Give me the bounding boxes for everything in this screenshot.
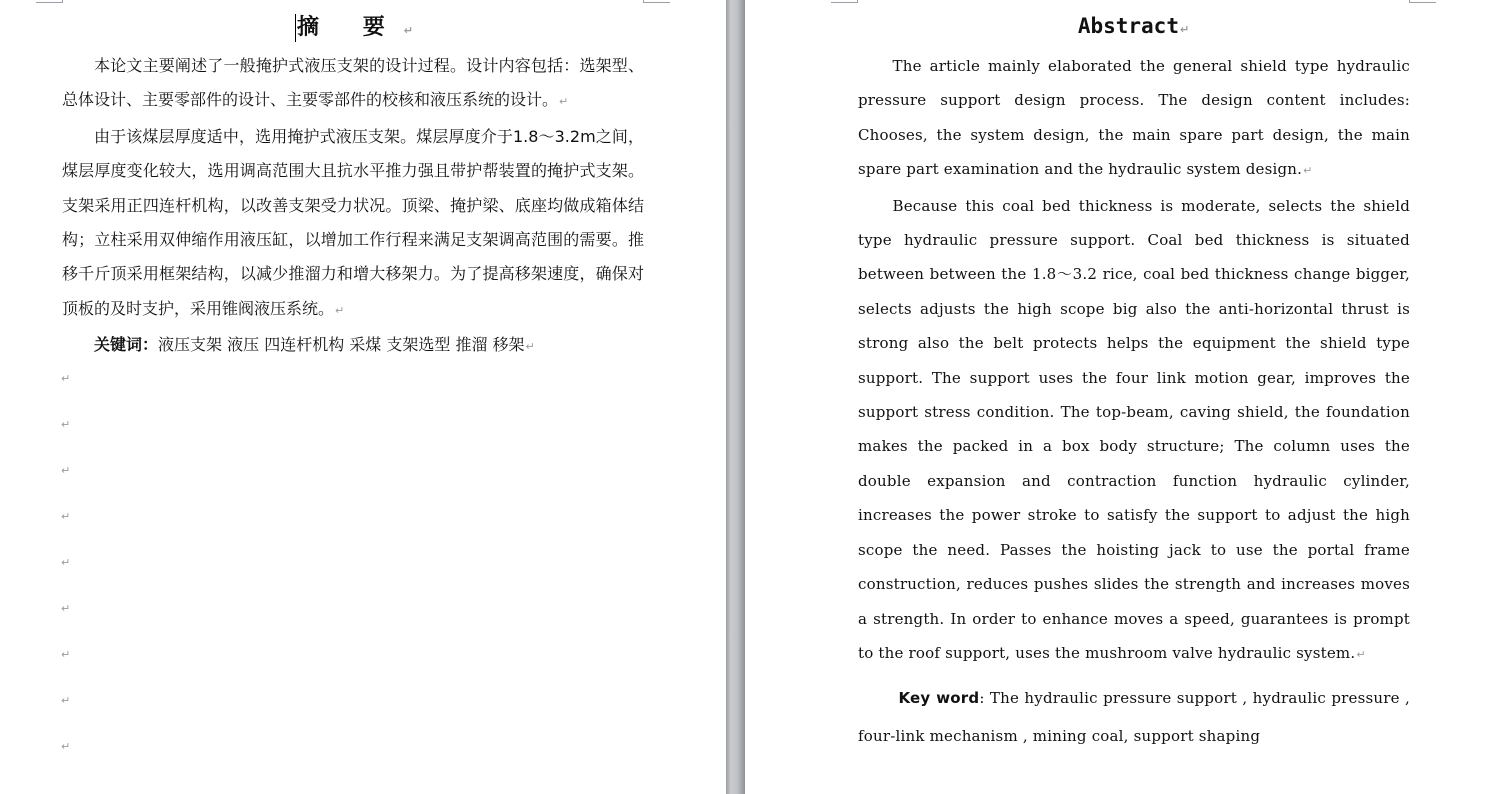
paragraph-mark-icon: ↵ [403,24,431,37]
chinese-abstract-title[interactable] [0,10,726,42]
paragraph-mark-icon: ↵ [1303,164,1313,178]
paragraph-mark-icon: ↵ [335,303,345,317]
text-cursor [295,14,296,42]
paragraph-mark-icon: ↵ [61,740,71,753]
english-abstract-title[interactable] [745,14,1506,38]
right-page-english-abstract [745,0,1506,794]
paragraph-mark-icon: ↵ [61,694,71,707]
paragraph-mark-icon: ↵ [1179,23,1190,36]
english-paragraph[interactable]: The article mainly elaborated the general shield type hydraulic pressure support design process. The design content includes: Chooses, the system design, the main spare part design, the main spare part examination and the hydraulic system design.↵ [858,57,1410,179]
paragraph-mark-icon: ↵ [61,602,71,615]
english-keywords[interactable] [858,679,1410,755]
paragraph-mark-icon: ↵ [61,418,71,431]
english-paragraph[interactable]: Because this coal bed thickness is moderate, selects the shield type hydraulic pressure support. Coal bed thickness is situated between between the 1.8～3.2 rice, coal bed thickness change bigger, selects adjusts the high scope big also the anti-horizontal thrust is strong also the belt protects helps the equipment the shield type support. The support uses the four link motion gear, improves the support stress condition. The top-beam, caving shield, the foundation makes the packed in a box body structure; The column uses the double expansion and contraction function hydraulic cylinder, increases the power stroke to satisfy the support to adjust the high scope the need. Passes the hoisting jack to use the portal frame construction, reduces pushes slides the strength and increases moves a strength. In order to enhance moves a speed, guarantees is prompt to the roof support, uses the mushroom valve hydraulic system.↵ [858,196,1410,662]
keywords-text: 液压支架 液压 四连杆机构 采煤 支架选型 推溜 移架 [158,335,525,355]
paragraph-mark-icon: ↵ [61,372,71,385]
page-corner-mark [36,0,63,3]
page-gutter [726,0,745,794]
paragraph-mark-icon: ↵ [559,95,569,109]
page-corner-mark [1409,0,1436,3]
english-abstract-body[interactable] [858,49,1410,755]
page-corner-mark [643,0,670,3]
english-title-text: Abstract [1077,14,1179,38]
chinese-paragraph[interactable]: 由于该煤层厚度适中，选用掩护式液压支架。煤层厚度介于1.8～3.2m之间，煤层厚度变化较大，选用调高范围大且抗水平推力强且带护帮装置的掩护式支架。支架采用正四连杆机构，以改善支架受力状况。顶梁、掩护梁、底座均做成箱体结构；立柱采用双伸缩作用液压缸，以增加工作行程来满足支架调高范围的需要。推移千斤顶采用框架结构，以减少推溜力和增大移架力。为了提高移架速度，确保对顶板的及时支护，采用锥阀液压系统。↵ [62,126,644,318]
keywords-text: : The hydraulic pressure support , hydraulic pressure , four-link mechanism , mining coal, support shaping [858,689,1410,746]
chinese-keywords[interactable] [62,328,644,364]
chinese-paragraph[interactable]: 本论文主要阐述了一般掩护式液压支架的设计过程。设计内容包括：选架型、总体设计、主要零部件的设计、主要零部件的校核和液压系统的设计。↵ [62,56,644,110]
chinese-title-text: 摘 要 [297,15,403,40]
keywords-label: Key word [898,689,980,708]
empty-paragraphs [61,372,70,786]
paragraph-mark-icon: ↵ [525,340,535,354]
paragraph-mark-icon: ↵ [61,556,71,569]
chinese-abstract-body[interactable] [62,49,644,365]
paragraph-mark-icon: ↵ [61,648,71,661]
paragraph-mark-icon: ↵ [61,510,71,523]
paragraph-mark-icon: ↵ [1356,647,1366,661]
page-corner-mark [831,0,858,3]
keywords-label: 关键词： [94,335,159,355]
paragraph-mark-icon: ↵ [61,464,71,477]
left-page-chinese-abstract [0,0,726,794]
